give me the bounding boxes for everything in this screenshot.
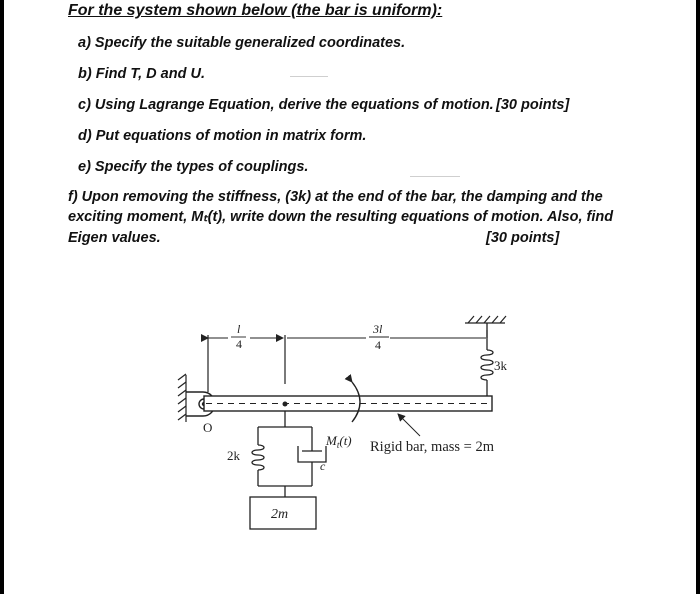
part-f-line-2: exciting moment, Mₜ(t), write down the resulting equations of motion. Also, find [68, 209, 614, 225]
spring-2k-label: 2k [227, 448, 240, 463]
dim-left-den: 4 [236, 337, 242, 351]
part-f-line-1: f) Upon removing the stiffness, (3k) at the end of the bar, the damping and the [68, 189, 603, 205]
reference-lines [208, 330, 487, 392]
rigid-bar [204, 396, 492, 411]
part-f-line-3: Eigen values. [68, 230, 161, 246]
moment-label [325, 433, 352, 450]
part-c: c) Using Lagrange Equation, derive the equations of motion. [78, 97, 494, 113]
moment-subscript: t [336, 440, 340, 450]
damper-c [298, 427, 326, 486]
damper-label: c [320, 459, 326, 473]
pivot-label: O [203, 420, 213, 435]
part-f-points: [30 points] [486, 230, 560, 246]
part-d: d) Put equations of motion in matrix form. [78, 128, 367, 144]
bar-label: Rigid bar, mass = 2m [370, 439, 494, 455]
question-title: For the system shown below (the bar is uniform): [68, 2, 443, 19]
part-b: b) Find T, D and U. [78, 66, 205, 82]
mass-label: 2m [271, 507, 289, 522]
moment-symbol: M [326, 433, 337, 448]
part-c-points: [30 points] [496, 97, 570, 113]
spring-2k [252, 411, 312, 486]
right-ceiling [465, 316, 506, 323]
spring-3k-label: 3k [494, 358, 507, 373]
attachment-point [283, 402, 288, 407]
dim-left-num: l [237, 322, 241, 336]
mass-top-link [258, 486, 312, 497]
part-a: a) Specify the suitable generalized coordinates. [78, 35, 406, 51]
part-e: e) Specify the types of couplings. [78, 159, 309, 175]
moment-argument: (t) [339, 433, 352, 448]
spring-3k [481, 323, 493, 396]
dim-right-num: 3l [373, 322, 383, 336]
bar-pointer [398, 414, 420, 436]
dim-right-den: 4 [375, 338, 381, 352]
left-wall-ground [178, 374, 186, 422]
